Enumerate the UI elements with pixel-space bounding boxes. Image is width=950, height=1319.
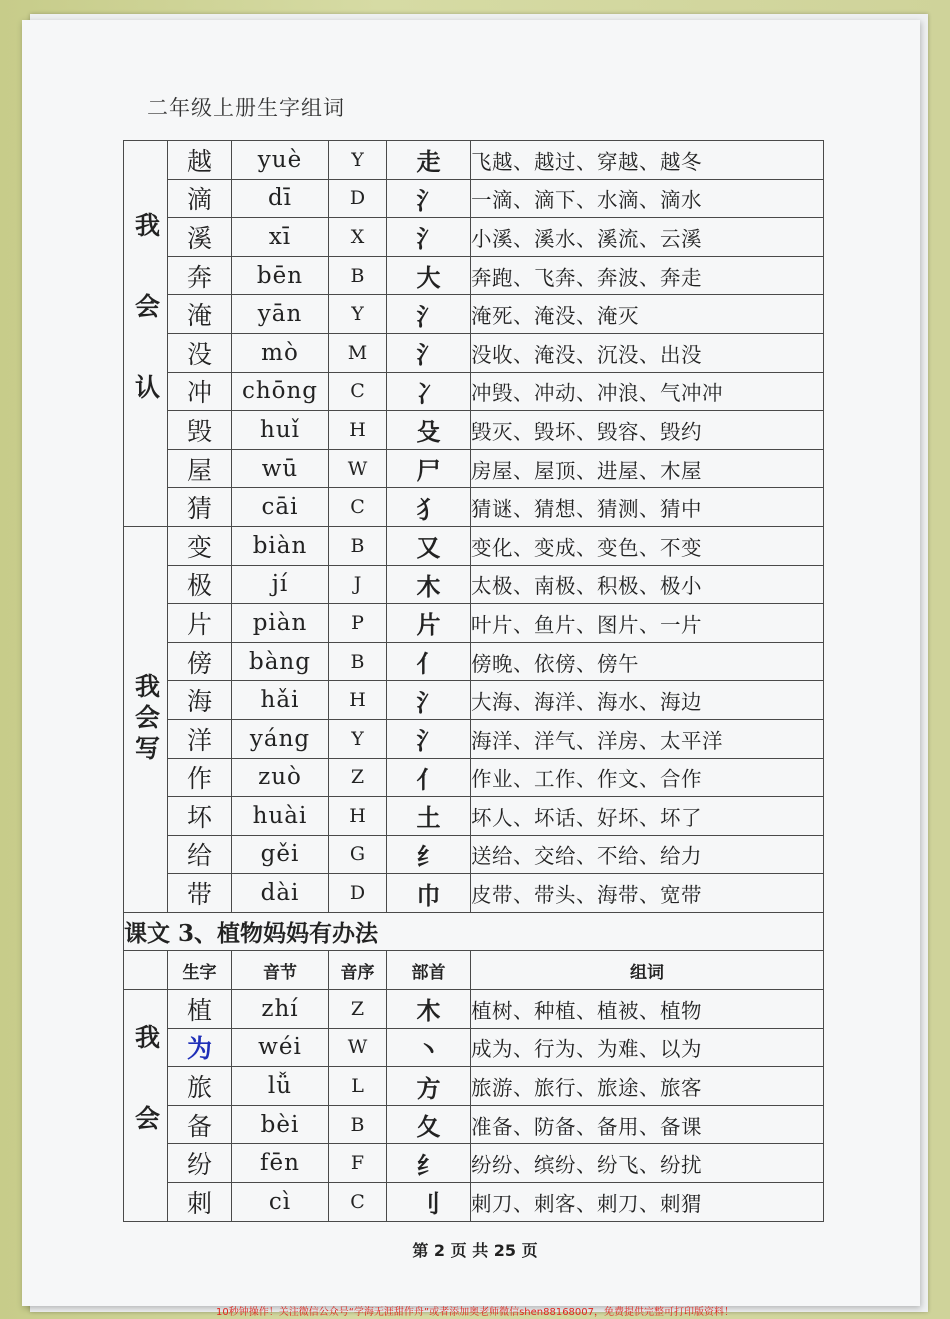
radical-cell: 尸 [387, 449, 471, 488]
initial-letter-cell: J [329, 565, 387, 604]
initial-letter-cell: W [329, 449, 387, 488]
pinyin-cell: yáng [232, 719, 329, 758]
table-row [124, 990, 824, 1029]
table-row [124, 218, 824, 257]
table-row [124, 449, 824, 488]
character-cell: 旅 [168, 1067, 232, 1106]
radical-cell: 殳 [387, 411, 471, 450]
group-label: 我会认 [124, 141, 168, 527]
words-cell: 送给、交给、不给、给力 [471, 835, 824, 874]
character-cell: 坏 [168, 797, 232, 836]
radical-cell: 纟 [387, 835, 471, 874]
radical-cell: 木 [387, 990, 471, 1029]
radical-cell: 土 [387, 797, 471, 836]
table-row [124, 1028, 824, 1067]
words-cell: 房屋、屋顶、进屋、木屋 [471, 449, 824, 488]
character-cell: 刺 [168, 1183, 232, 1222]
radical-cell: 氵 [387, 333, 471, 372]
character-cell: 猜 [168, 488, 232, 527]
radical-cell: 犭 [387, 488, 471, 527]
pinyin-cell: hǎi [232, 681, 329, 720]
character-cell: 海 [168, 681, 232, 720]
pinyin-cell: wéi [232, 1028, 329, 1067]
radical-cell: 氵 [387, 295, 471, 334]
table-row [124, 295, 824, 334]
radical-cell: 大 [387, 256, 471, 295]
initial-letter-cell: C [329, 1183, 387, 1222]
table-row [124, 797, 824, 836]
initial-letter-cell: M [329, 333, 387, 372]
document-title: 二年级上册生字组词 [147, 96, 345, 120]
table-row [124, 565, 824, 604]
character-cell: 片 [168, 604, 232, 643]
initial-letter-cell: C [329, 372, 387, 411]
initial-letter-cell: Z [329, 990, 387, 1029]
table-row [124, 179, 824, 218]
character-table [123, 140, 824, 1222]
words-cell: 猜谜、猜想、猜测、猜中 [471, 488, 824, 527]
table-row [124, 1067, 824, 1106]
pinyin-cell: gěi [232, 835, 329, 874]
page-number: 第 2 页 共 25 页 [412, 1241, 538, 1260]
initial-letter-cell: D [329, 874, 387, 913]
radical-cell: 方 [387, 1067, 471, 1106]
table-row [124, 526, 824, 565]
words-cell: 奔跑、飞奔、奔波、奔走 [471, 256, 824, 295]
character-cell: 傍 [168, 642, 232, 681]
pinyin-cell: mò [232, 333, 329, 372]
radical-cell: 刂 [387, 1183, 471, 1222]
words-cell: 大海、海洋、海水、海边 [471, 681, 824, 720]
pinyin-cell: wū [232, 449, 329, 488]
words-cell: 变化、变成、变色、不变 [471, 526, 824, 565]
column-header: 组词 [471, 951, 824, 990]
radical-cell: 亻 [387, 758, 471, 797]
table-row [124, 835, 824, 874]
pinyin-cell: bèi [232, 1105, 329, 1144]
initial-letter-cell: H [329, 411, 387, 450]
pinyin-cell: yān [232, 295, 329, 334]
table-row [124, 411, 824, 450]
radical-cell: 片 [387, 604, 471, 643]
character-cell: 滴 [168, 179, 232, 218]
radical-cell: 亻 [387, 642, 471, 681]
table-row [124, 874, 824, 913]
table-row [124, 1183, 824, 1222]
pinyin-cell: chōng [232, 372, 329, 411]
words-cell: 准备、防备、备用、备课 [471, 1105, 824, 1144]
words-cell: 傍晚、依傍、傍午 [471, 642, 824, 681]
table-row [124, 256, 824, 295]
words-cell: 海洋、洋气、洋房、太平洋 [471, 719, 824, 758]
character-cell: 变 [168, 526, 232, 565]
pinyin-cell: zhí [232, 990, 329, 1029]
words-cell: 坏人、坏话、好坏、坏了 [471, 797, 824, 836]
initial-letter-cell: B [329, 256, 387, 295]
words-cell: 叶片、鱼片、图片、一片 [471, 604, 824, 643]
character-cell: 洋 [168, 719, 232, 758]
words-cell: 一滴、滴下、水滴、滴水 [471, 179, 824, 218]
radical-cell: 冫 [387, 372, 471, 411]
character-cell: 为 [168, 1028, 232, 1067]
radical-cell: 纟 [387, 1144, 471, 1183]
words-cell: 淹死、淹没、淹灭 [471, 295, 824, 334]
character-table-body [124, 141, 824, 1222]
initial-letter-cell: F [329, 1144, 387, 1183]
character-cell: 带 [168, 874, 232, 913]
header-blank [124, 951, 168, 990]
radical-cell: 木 [387, 565, 471, 604]
pinyin-cell: bàng [232, 642, 329, 681]
initial-letter-cell: D [329, 179, 387, 218]
initial-letter-cell: H [329, 797, 387, 836]
character-cell: 备 [168, 1105, 232, 1144]
initial-letter-cell: X [329, 218, 387, 257]
radical-cell: 氵 [387, 179, 471, 218]
character-cell: 溪 [168, 218, 232, 257]
pinyin-cell: cì [232, 1183, 329, 1222]
initial-letter-cell: Y [329, 719, 387, 758]
lesson-title-row [124, 912, 824, 951]
initial-letter-cell: Z [329, 758, 387, 797]
pinyin-cell: fēn [232, 1144, 329, 1183]
words-cell: 旅游、旅行、旅途、旅客 [471, 1067, 824, 1106]
initial-letter-cell: H [329, 681, 387, 720]
radical-cell: 巾 [387, 874, 471, 913]
radical-cell: 走 [387, 141, 471, 180]
character-cell: 给 [168, 835, 232, 874]
pinyin-cell: dài [232, 874, 329, 913]
pinyin-cell: zuò [232, 758, 329, 797]
words-cell: 皮带、带头、海带、宽带 [471, 874, 824, 913]
footer-promo-note: 10秒钟操作！关注微信公众号“学海无涯甜作舟”或者添加奥老师微信shen88168007，免费提供完整可打印版资料！ [215, 1307, 735, 1318]
character-cell: 极 [168, 565, 232, 604]
radical-cell: 夂 [387, 1105, 471, 1144]
character-cell: 作 [168, 758, 232, 797]
table-row [124, 681, 824, 720]
words-cell: 作业、工作、作文、合作 [471, 758, 824, 797]
pinyin-cell: piàn [232, 604, 329, 643]
pinyin-cell: yuè [232, 141, 329, 180]
table-row [124, 758, 824, 797]
table-row [124, 141, 824, 180]
character-cell: 纷 [168, 1144, 232, 1183]
table-row [124, 719, 824, 758]
words-cell: 毁灭、毁坏、毁容、毁约 [471, 411, 824, 450]
words-cell: 小溪、溪水、溪流、云溪 [471, 218, 824, 257]
table-row [124, 604, 824, 643]
radical-cell: 氵 [387, 218, 471, 257]
pinyin-cell: jí [232, 565, 329, 604]
column-header: 音节 [232, 951, 329, 990]
pinyin-cell: biàn [232, 526, 329, 565]
character-cell: 屋 [168, 449, 232, 488]
initial-letter-cell: C [329, 488, 387, 527]
initial-letter-cell: B [329, 1105, 387, 1144]
radical-cell: 氵 [387, 681, 471, 720]
initial-letter-cell: L [329, 1067, 387, 1106]
initial-letter-cell: Y [329, 141, 387, 180]
words-cell: 飞越、越过、穿越、越冬 [471, 141, 824, 180]
character-cell: 淹 [168, 295, 232, 334]
initial-letter-cell: B [329, 526, 387, 565]
words-cell: 没收、淹没、沉没、出没 [471, 333, 824, 372]
character-cell: 奔 [168, 256, 232, 295]
column-header: 部首 [387, 951, 471, 990]
column-header: 音序 [329, 951, 387, 990]
pinyin-cell: bēn [232, 256, 329, 295]
group-label: 我会 [124, 990, 168, 1222]
lesson-title: 课文 3、植物妈妈有办法 [124, 912, 824, 951]
words-cell: 冲毁、冲动、冲浪、气冲冲 [471, 372, 824, 411]
pinyin-cell: lǚ [232, 1067, 329, 1106]
character-cell: 植 [168, 990, 232, 1029]
pinyin-cell: dī [232, 179, 329, 218]
column-header: 生字 [168, 951, 232, 990]
character-cell: 越 [168, 141, 232, 180]
table-row [124, 1105, 824, 1144]
words-cell: 刺刀、刺客、刺刀、刺猬 [471, 1183, 824, 1222]
group-label: 我会写 [124, 526, 168, 912]
initial-letter-cell: Y [329, 295, 387, 334]
pinyin-cell: huǐ [232, 411, 329, 450]
initial-letter-cell: G [329, 835, 387, 874]
radical-cell: 丶 [387, 1028, 471, 1067]
radical-cell: 又 [387, 526, 471, 565]
table-row [124, 333, 824, 372]
table-row [124, 642, 824, 681]
initial-letter-cell: B [329, 642, 387, 681]
radical-cell: 氵 [387, 719, 471, 758]
table-row [124, 372, 824, 411]
initial-letter-cell: W [329, 1028, 387, 1067]
initial-letter-cell: P [329, 604, 387, 643]
table-row [124, 1144, 824, 1183]
words-cell: 植树、种植、植被、植物 [471, 990, 824, 1029]
words-cell: 纷纷、缤纷、纷飞、纷扰 [471, 1144, 824, 1183]
pinyin-cell: xī [232, 218, 329, 257]
words-cell: 成为、行为、为难、以为 [471, 1028, 824, 1067]
table-row [124, 488, 824, 527]
pinyin-cell: cāi [232, 488, 329, 527]
pinyin-cell: huài [232, 797, 329, 836]
character-cell: 毁 [168, 411, 232, 450]
character-cell: 没 [168, 333, 232, 372]
words-cell: 太极、南极、积极、极小 [471, 565, 824, 604]
header-row [124, 951, 824, 990]
character-cell: 冲 [168, 372, 232, 411]
